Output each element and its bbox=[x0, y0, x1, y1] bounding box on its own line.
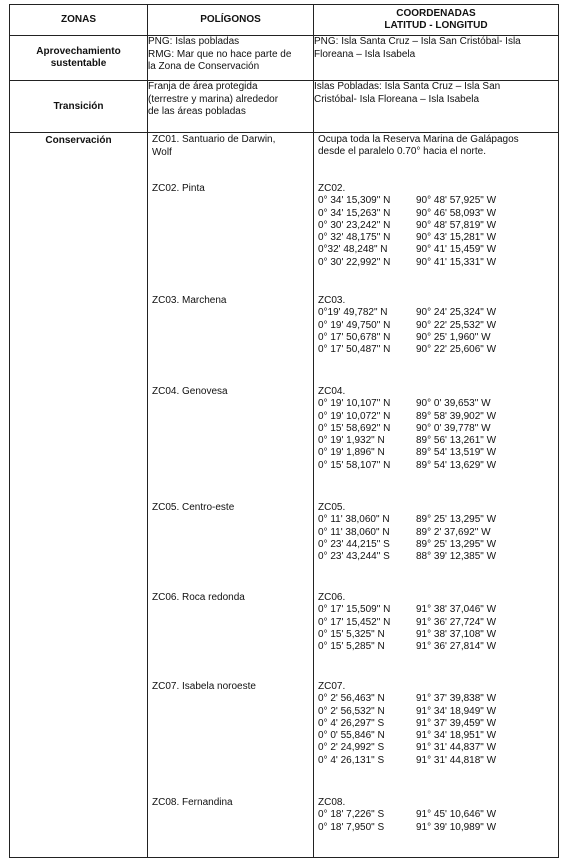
poly-transicion-line3: de las áreas pobladas bbox=[148, 106, 246, 117]
poly-aprovechamiento-line2: RMG: Mar que no hace parte de bbox=[148, 48, 292, 60]
zc06-coordinates bbox=[318, 592, 496, 653]
zc08-latitude: 0° 18' 7,226" S bbox=[318, 809, 385, 821]
zc01-polygon-line1: ZC01. Santuario de Darwin, bbox=[152, 134, 276, 145]
zc04-longitude: 90° 0' 39,778" W bbox=[416, 422, 491, 434]
zc05-coord-row bbox=[318, 527, 496, 539]
header-zonas: ZONAS bbox=[10, 5, 148, 36]
poly-conservacion bbox=[148, 133, 314, 858]
zc03-latitude: 0° 17' 50,487" N bbox=[318, 344, 391, 356]
zc04-longitude: 89° 54' 13,629" W bbox=[416, 459, 497, 471]
row-transicion bbox=[10, 81, 559, 133]
zc06-polygon-name: ZC06. Roca redonda bbox=[152, 592, 245, 603]
zones-table bbox=[9, 4, 559, 858]
zc03-latitude: 0°19' 49,782" N bbox=[318, 307, 388, 319]
zc06-latitude: 0° 17' 15,452" N bbox=[318, 616, 391, 628]
zc08-coord-row bbox=[318, 809, 496, 821]
zc05-coord-row bbox=[318, 514, 496, 526]
zc05-coordinates bbox=[318, 502, 496, 563]
coord-aprovechamiento-line2: Floreana – Isla Isabela bbox=[314, 48, 416, 60]
zc06-latitude: 0° 15' 5,325" N bbox=[318, 628, 385, 640]
zc04-latitude: 0° 15' 58,692" N bbox=[318, 422, 391, 434]
zc06-coord-row bbox=[318, 641, 496, 653]
zc04-coord-row bbox=[318, 398, 496, 410]
zc03-coord-row bbox=[318, 332, 496, 344]
zc02-longitude: 90° 48' 57,925" W bbox=[416, 195, 497, 207]
zc02-coord-row bbox=[318, 208, 496, 220]
header-coordenadas-line1: COORDENADAS bbox=[396, 8, 476, 19]
zc03-longitude: 90° 22' 25,606" W bbox=[416, 344, 497, 356]
zc04-longitude: 90° 0' 39,653" W bbox=[416, 398, 491, 410]
header-row bbox=[10, 5, 559, 36]
zone-transicion: Transición bbox=[10, 81, 148, 133]
zc01-polygon-line2: Wolf bbox=[152, 146, 172, 158]
zc04-latitude: 0° 19' 1,932" N bbox=[318, 435, 385, 447]
zc01-coordinates bbox=[318, 134, 519, 159]
zc02-code: ZC02. bbox=[318, 183, 346, 194]
zc04-code: ZC04. bbox=[318, 386, 346, 397]
zc03-polygon-name: ZC03. Marchena bbox=[152, 295, 227, 306]
zc05-latitude: 0° 23' 43,244" S bbox=[318, 551, 390, 563]
row-aprovechamiento bbox=[10, 36, 559, 81]
zc07-longitude: 91° 37' 39,459" W bbox=[416, 717, 497, 729]
zc07-coord-row bbox=[318, 742, 496, 754]
zc03-longitude: 90° 25' 1,960" W bbox=[416, 331, 491, 343]
zc05-longitude: 89° 25' 13,295" W bbox=[416, 514, 497, 526]
coord-transicion-line1: Islas Pobladas: Isla Santa Cruz – Isla San bbox=[314, 81, 501, 92]
zc02-coord-row bbox=[318, 195, 496, 207]
zc07-longitude: 91° 37' 39,838" W bbox=[416, 693, 497, 705]
zc06-coord-row bbox=[318, 617, 496, 629]
zc08-latitude: 0° 18' 7,950" S bbox=[318, 821, 385, 833]
zc02-latitude: 0° 34' 15,309" N bbox=[318, 195, 391, 207]
zc07-polygon-name: ZC07. Isabela noroeste bbox=[152, 681, 256, 692]
zc04-coordinates bbox=[318, 386, 496, 472]
zc07-latitude: 0° 4' 26,131" S bbox=[318, 754, 385, 766]
zc07-coord-row bbox=[318, 730, 496, 742]
zc06-longitude: 91° 36' 27,814" W bbox=[416, 641, 497, 653]
zc02-latitude: 0°32' 48,248" N bbox=[318, 244, 388, 256]
zc04-polygon-name: ZC04. Genovesa bbox=[152, 386, 228, 397]
zc04-latitude: 0° 19' 10,107" N bbox=[318, 398, 391, 410]
zone-conservacion: Conservación bbox=[10, 133, 148, 858]
zc06-latitude: 0° 17' 15,509" N bbox=[318, 604, 391, 616]
zc06-longitude: 91° 36' 27,724" W bbox=[416, 616, 497, 628]
zc05-code: ZC05. bbox=[318, 502, 346, 513]
zc03-coordinates bbox=[318, 295, 496, 356]
zc07-latitude: 0° 2' 56,532" N bbox=[318, 705, 385, 717]
poly-transicion bbox=[148, 81, 314, 133]
zc07-coord-row bbox=[318, 693, 496, 705]
zc05-latitude: 0° 11' 38,060" N bbox=[318, 514, 390, 526]
zc06-code: ZC06. bbox=[318, 592, 346, 603]
zc02-longitude: 90° 41' 15,459" W bbox=[416, 244, 497, 256]
coord-transicion bbox=[314, 81, 559, 133]
zc02-coordinates bbox=[318, 183, 496, 269]
zc02-polygon-name: ZC02. Pinta bbox=[152, 183, 205, 194]
zc01-coordinates-line1: Ocupa toda la Reserva Marina de Galápagos bbox=[318, 134, 519, 145]
zc07-latitude: 0° 4' 26,297" S bbox=[318, 717, 385, 729]
zc02-longitude: 90° 46' 58,093" W bbox=[416, 207, 497, 219]
zc06-coord-row bbox=[318, 604, 496, 616]
header-coordenadas-line2: LATITUD - LONGITUD bbox=[384, 20, 488, 31]
zc07-coordinates bbox=[318, 681, 496, 767]
zc04-latitude: 0° 15' 58,107" N bbox=[318, 459, 391, 471]
zc02-latitude: 0° 32' 48,175" N bbox=[318, 232, 391, 244]
zc05-longitude: 89° 25' 13,295" W bbox=[416, 538, 497, 550]
zone-aprovechamiento bbox=[10, 36, 148, 81]
poly-transicion-line2: (terrestre y marina) alrededor bbox=[148, 93, 279, 105]
zc08-longitude: 91° 39' 10,989" W bbox=[416, 821, 497, 833]
zc08-longitude: 91° 45' 10,646" W bbox=[416, 809, 497, 821]
zc05-longitude: 88° 39' 12,385" W bbox=[416, 551, 497, 563]
zc05-coord-row bbox=[318, 539, 496, 551]
coord-transicion-line2: Cristóbal- Isla Floreana – Isla Isabela bbox=[314, 93, 480, 105]
zc03-longitude: 90° 24' 25,324" W bbox=[416, 307, 497, 319]
zc04-longitude: 89° 58' 39,902" W bbox=[416, 410, 497, 422]
zc03-latitude: 0° 17' 50,678" N bbox=[318, 331, 391, 343]
zc01-coordinates-line2: desde el paralelo 0.70° hacia el norte. bbox=[318, 146, 487, 158]
zc07-latitude: 0° 2' 24,992" S bbox=[318, 742, 385, 754]
zc02-coord-row bbox=[318, 257, 496, 269]
zc06-longitude: 91° 38' 37,046" W bbox=[416, 604, 497, 616]
zc02-longitude: 90° 48' 57,819" W bbox=[416, 219, 497, 231]
zc07-longitude: 91° 31' 44,818" W bbox=[416, 754, 497, 766]
zc04-latitude: 0° 19' 1,896" N bbox=[318, 447, 385, 459]
zc02-longitude: 90° 41' 15,331" W bbox=[416, 256, 497, 268]
poly-aprovechamiento-line3: la Zona de Conservación bbox=[148, 61, 260, 72]
zc07-coord-row bbox=[318, 718, 496, 730]
zc08-coordinates bbox=[318, 797, 496, 834]
zc06-latitude: 0° 15' 5,285" N bbox=[318, 641, 385, 653]
zc08-polygon-name: ZC08. Fernandina bbox=[152, 797, 233, 808]
zc04-longitude: 89° 54' 13,519" W bbox=[416, 447, 497, 459]
zc04-coord-row bbox=[318, 411, 496, 423]
zc04-coord-row bbox=[318, 447, 496, 459]
zc04-latitude: 0° 19' 10,072" N bbox=[318, 410, 391, 422]
zc02-coord-row bbox=[318, 220, 496, 232]
zc03-coord-row bbox=[318, 344, 496, 356]
zc02-latitude: 0° 30' 22,992" N bbox=[318, 256, 391, 268]
zc07-longitude: 91° 31' 44,837" W bbox=[416, 742, 497, 754]
zc04-coord-row bbox=[318, 460, 496, 472]
zc07-coord-row bbox=[318, 755, 496, 767]
coord-conservacion bbox=[314, 133, 559, 858]
poly-transicion-line1: Franja de área protegida bbox=[148, 81, 258, 92]
header-coordenadas bbox=[314, 5, 559, 36]
zc07-latitude: 0° 0' 55,846" N bbox=[318, 730, 385, 742]
zc02-latitude: 0° 34' 15,263" N bbox=[318, 207, 391, 219]
coord-aprovechamiento bbox=[314, 36, 559, 81]
row-conservacion bbox=[10, 133, 559, 858]
zc07-longitude: 91° 34' 18,951" W bbox=[416, 730, 497, 742]
zc03-latitude: 0° 19' 49,750" N bbox=[318, 319, 391, 331]
zc02-latitude: 0° 30' 23,242" N bbox=[318, 219, 391, 231]
poly-aprovechamiento-line1: PNG: Islas pobladas bbox=[148, 36, 240, 47]
zc05-latitude: 0° 11' 38,060" N bbox=[318, 526, 390, 538]
zone-aprovechamiento-line1: Aprovechamiento bbox=[36, 46, 121, 57]
zone-aprovechamiento-line2: sustentable bbox=[50, 58, 107, 69]
zc04-coord-row bbox=[318, 435, 496, 447]
zc02-coord-row bbox=[318, 244, 496, 256]
zc08-code: ZC08. bbox=[318, 797, 346, 808]
zc07-longitude: 91° 34' 18,949" W bbox=[416, 705, 497, 717]
zc03-code: ZC03. bbox=[318, 295, 346, 306]
zc05-coord-row bbox=[318, 551, 496, 563]
zc08-coord-row bbox=[318, 822, 496, 834]
zc02-coord-row bbox=[318, 232, 496, 244]
header-poligonos: POLÍGONOS bbox=[148, 5, 314, 36]
zc03-coord-row bbox=[318, 320, 496, 332]
zc07-code: ZC07. bbox=[318, 681, 346, 692]
zc03-coord-row bbox=[318, 307, 496, 319]
zc02-longitude: 90° 43' 15,281" W bbox=[416, 232, 497, 244]
zc03-longitude: 90° 22' 25,532" W bbox=[416, 319, 497, 331]
zc04-longitude: 89° 56' 13,261" W bbox=[416, 435, 497, 447]
zc05-longitude: 89° 2' 37,692" W bbox=[416, 526, 491, 538]
coord-aprovechamiento-line1: PNG: Isla Santa Cruz – Isla San Cristóbal- Isla bbox=[314, 36, 521, 47]
zc04-coord-row bbox=[318, 423, 496, 435]
zc07-latitude: 0° 2' 56,463" N bbox=[318, 693, 385, 705]
zc05-polygon-name: ZC05. Centro-este bbox=[152, 502, 235, 513]
zc07-coord-row bbox=[318, 706, 496, 718]
zc01-polygon bbox=[148, 134, 275, 159]
zc05-latitude: 0° 23' 44,215" S bbox=[318, 538, 390, 550]
zc06-longitude: 91° 38' 37,108" W bbox=[416, 628, 497, 640]
poly-aprovechamiento bbox=[148, 36, 314, 81]
zc06-coord-row bbox=[318, 629, 496, 641]
